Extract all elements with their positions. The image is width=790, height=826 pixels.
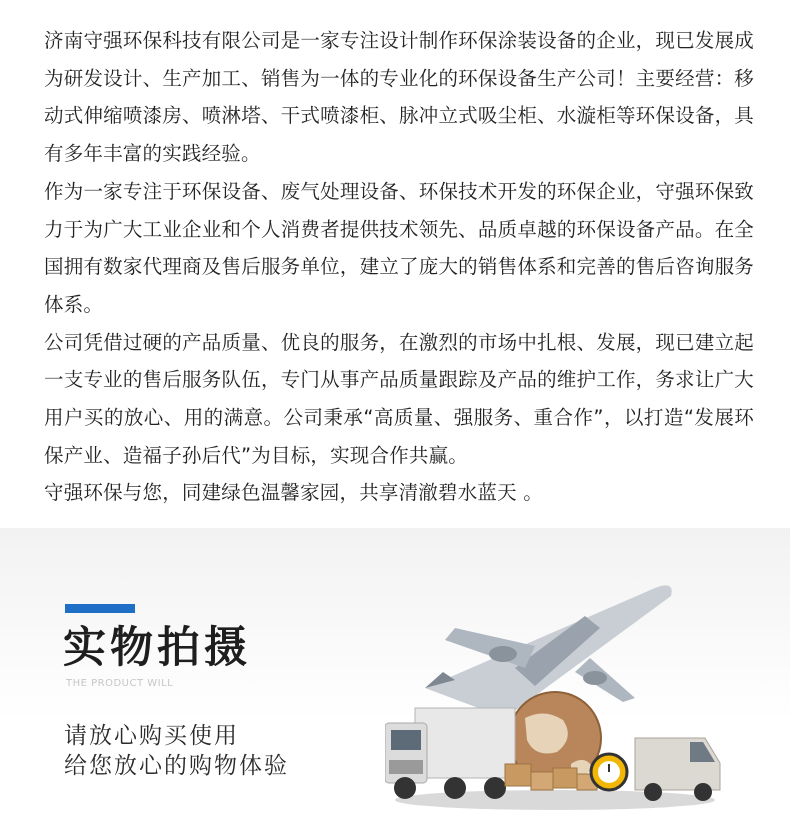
ground-shadow	[395, 790, 715, 810]
banner-slogan-1: 请放心购买使用	[64, 723, 239, 749]
banner-title: 实物拍摄	[63, 623, 251, 673]
van-icon	[635, 738, 720, 801]
accent-bar	[65, 604, 135, 613]
product-photo-banner	[0, 528, 790, 826]
intro-paragraph-1: 济南守强环保科技有限公司是一家专注设计制作环保涂装设备的企业，现已发展成为研发设计、生产加工、销售为一体的专业化的环保设备生产公司！主要经营：移动式伸缩喷漆房、喷淋塔、干式喷漆柜、脉冲立式吸尘柜、水漩柜等环保设备，具有多年丰富的实践经验。	[44, 29, 754, 166]
company-intro	[44, 22, 754, 512]
logistics-illustration	[385, 568, 725, 818]
intro-paragraph-4: 守强环保与您，同建绿色温馨家园，共享清澈碧水蓝天 。	[44, 481, 543, 505]
truck-icon	[385, 708, 515, 799]
banner-subtitle: THE PRODUCT WILL	[66, 678, 174, 689]
intro-paragraph-3: 公司凭借过硬的产品质量、优良的服务，在激烈的市场中扎根、发展，现已建立起一支专业的售后服务队伍，专门从事产品质量跟踪及产品的维护工作，务求让广大用户买的放心、用的满意。公司秉承“高质量、强服务、重合作”，以打造“发展环保产业、造福子孙后代”为目标，实现合作共赢。	[44, 330, 754, 467]
intro-paragraph-2: 作为一家专注于环保设备、废气处理设备、环保技术开发的环保企业，守强环保致力于为广大工业企业和个人消费者提供技术领先、品质卓越的环保设备产品。在全国拥有数家代理商及售后服务单位，建立了庞大的销售体系和完善的售后咨询服务体系。	[44, 179, 754, 316]
stopwatch-icon	[591, 754, 627, 790]
banner-slogan-2: 给您放心的购物体验	[64, 753, 289, 779]
